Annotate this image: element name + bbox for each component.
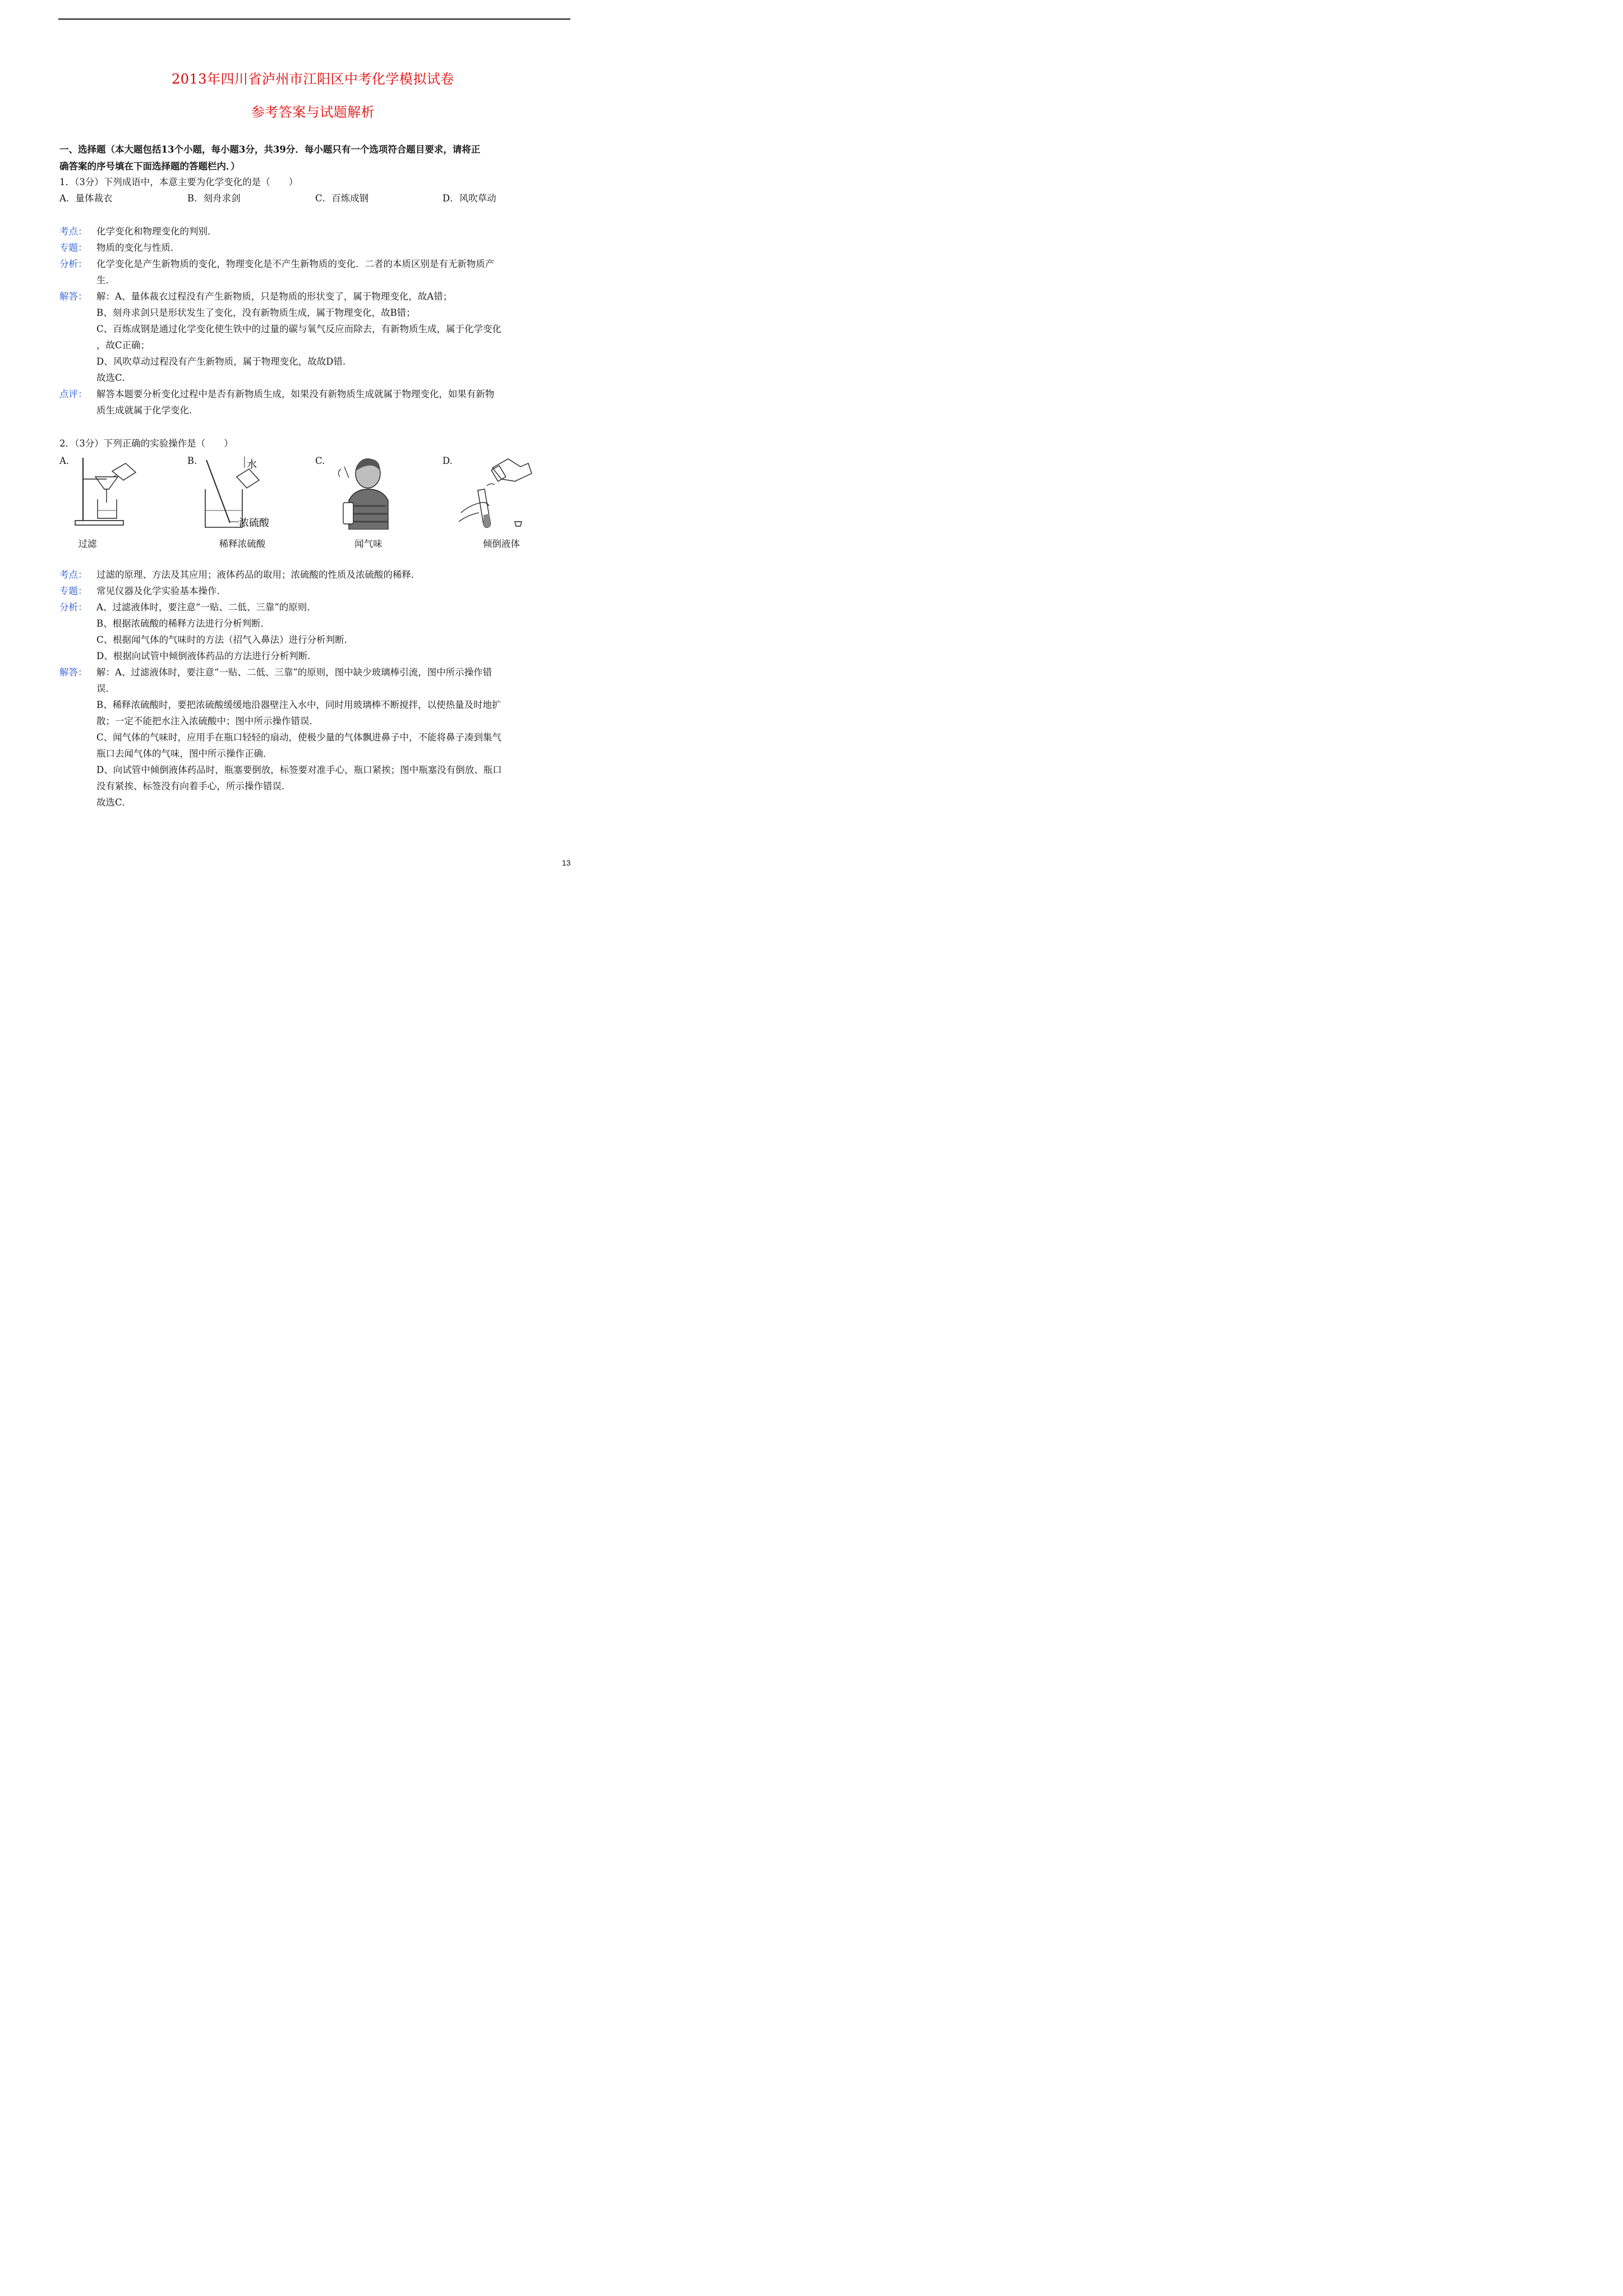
q1-option-c: C．百炼成钢	[315, 193, 369, 204]
q2-fenxi-line: A、过滤液体时，要注意“一贴、二低、三靠”的原则．	[96, 602, 316, 613]
q1-fenxi-line: 生．	[96, 275, 115, 286]
q1-option-a: A．量体裁衣	[59, 193, 113, 204]
dilution-figure	[197, 455, 293, 532]
q2-option-a-letter: A.	[59, 455, 70, 466]
q2-zhuanti-label: 专题：	[59, 586, 87, 596]
caption-filtration: 过滤	[78, 539, 97, 549]
q2-fenxi-label: 分析：	[59, 602, 87, 613]
q1-stem: 1．（3分）下列成语中，本意主要为化学变化的是（ ）	[59, 177, 298, 187]
q1-option-d: D．风吹草动	[442, 193, 496, 204]
q2-jieda-line: B、稀释浓硫酸时，要把浓硫酸缓缓地沿器壁注入水中，同时用玻璃棒不断搅拌，以使热量及时地扩	[96, 700, 501, 710]
page-number: 13	[562, 858, 571, 867]
q1-jieda-label: 解答：	[59, 291, 87, 302]
pour-liquid-figure	[459, 457, 534, 531]
q1-jieda-line: 解：A、量体裁衣过程没有产生新物质，只是物质的形状变了，属于物理变化，故A错；	[96, 291, 453, 302]
q2-fenxi-line: C、根据闻气体的气味时的方法（招气入鼻法）进行分析判断．	[96, 634, 354, 645]
q1-kaodian-label: 考点：	[59, 226, 87, 237]
q1-jieda-line: D、风吹草动过程没有产生新物质，属于物理变化，故故D错．	[96, 356, 352, 367]
q2-jieda-line: 解：A、过滤液体时，要注意“一贴、二低、三靠”的原则，图中缺少玻璃棒引流，图中所示操作错	[96, 667, 492, 678]
q1-jieda-line: 故选C．	[96, 372, 132, 383]
q1-fenxi-line: 化学变化是产生新物质的变化，物理变化是不产生新物质的变化．二者的本质区别是有无新物质产	[96, 259, 495, 269]
q2-option-b-letter: B.	[187, 455, 197, 466]
q2-kaodian-label: 考点：	[59, 569, 87, 580]
document-page	[0, 0, 626, 885]
filtration-figure	[72, 455, 139, 530]
q1-kaodian-text: 化学变化和物理变化的判别．	[96, 226, 217, 237]
q2-option-c-letter: C.	[315, 455, 325, 466]
q2-fenxi-line: B、根据浓硫酸的稀释方法进行分析判断．	[96, 618, 270, 629]
q1-jieda-line: ，故C正确；	[96, 340, 150, 351]
acid-label: 浓硫酸	[239, 517, 269, 529]
water-label: 水	[247, 459, 257, 471]
q2-zhuanti-text: 常见仪器及化学实验基本操作．	[96, 586, 226, 596]
q2-jieda-line: 误．	[96, 683, 115, 694]
q1-dianping-label: 点评：	[59, 389, 87, 399]
q2-jieda-line: C、闻气体的气味时，应用手在瓶口轻轻的扇动，使极少量的气体飘进鼻子中，不能将鼻子凑到集气	[96, 732, 502, 743]
q1-option-b: B．刻舟求剑	[187, 193, 241, 204]
section-heading-line2: 确答案的序号填在下面选择题的答题栏内．）	[59, 161, 240, 172]
exam-subtitle: 参考答案与试题解析	[251, 104, 375, 120]
q2-option-d-letter: D.	[442, 455, 453, 466]
caption-pour: 倾倒液体	[483, 539, 520, 549]
q1-zhuanti-label: 专题：	[59, 242, 87, 253]
q2-jieda-line: D、向试管中倾倒液体药品时，瓶塞要倒放，标签要对准手心，瓶口紧挨；图中瓶塞没有倒放、瓶口	[96, 765, 502, 775]
exam-title: 2013年四川省泸州市江阳区中考化学模拟试卷	[171, 71, 455, 87]
q2-jieda-line: 瓶口去闻气体的气味，图中所示操作正确．	[96, 748, 273, 759]
q1-dianping-line: 质生成就属于化学变化．	[96, 405, 199, 416]
q1-dianping-line: 解答本题要分析变化过程中是否有新物质生成，如果没有新物质生成就属于物理变化，如果有新物	[96, 389, 495, 399]
q2-jieda-label: 解答：	[59, 667, 87, 678]
caption-smell: 闻气味	[354, 539, 382, 549]
header-rule	[58, 19, 570, 20]
q2-fenxi-line: D、根据向试管中倾倒液体药品的方法进行分析判断．	[96, 651, 317, 661]
q2-kaodian-text: 过滤的原理、方法及其应用；液体药品的取用；浓硫酸的性质及浓硫酸的稀释．	[96, 569, 421, 580]
q1-jieda-line: B、刻舟求剑只是形状发生了变化，没有新物质生成，属于物理变化，故B错；	[96, 307, 416, 318]
q1-jieda-line: C、百炼成钢是通过化学变化使生铁中的过量的碳与氧气反应而除去，有新物质生成，属于化学变化	[96, 324, 502, 334]
smell-gas-figure	[332, 455, 395, 530]
q2-stem: 2．（3分）下列正确的实验操作是（ ）	[59, 438, 233, 449]
q2-jieda-line: 散；一定不能把水注入浓硫酸中；图中所示操作错误．	[96, 716, 319, 726]
section-heading-line1: 一、选择题（本大题包括13个小题，每小题3分，共39分．每小题只有一个选项符合题目要求，请将正	[59, 144, 481, 155]
q2-jieda-line: 故选C．	[96, 797, 132, 808]
q2-jieda-line: 没有紧挨、标签没有向着手心，所示操作错误．	[96, 781, 291, 792]
q1-zhuanti-text: 物质的变化与性质．	[96, 242, 180, 253]
caption-dilution: 稀释浓硫酸	[219, 539, 266, 549]
q1-fenxi-label: 分析：	[59, 259, 87, 269]
